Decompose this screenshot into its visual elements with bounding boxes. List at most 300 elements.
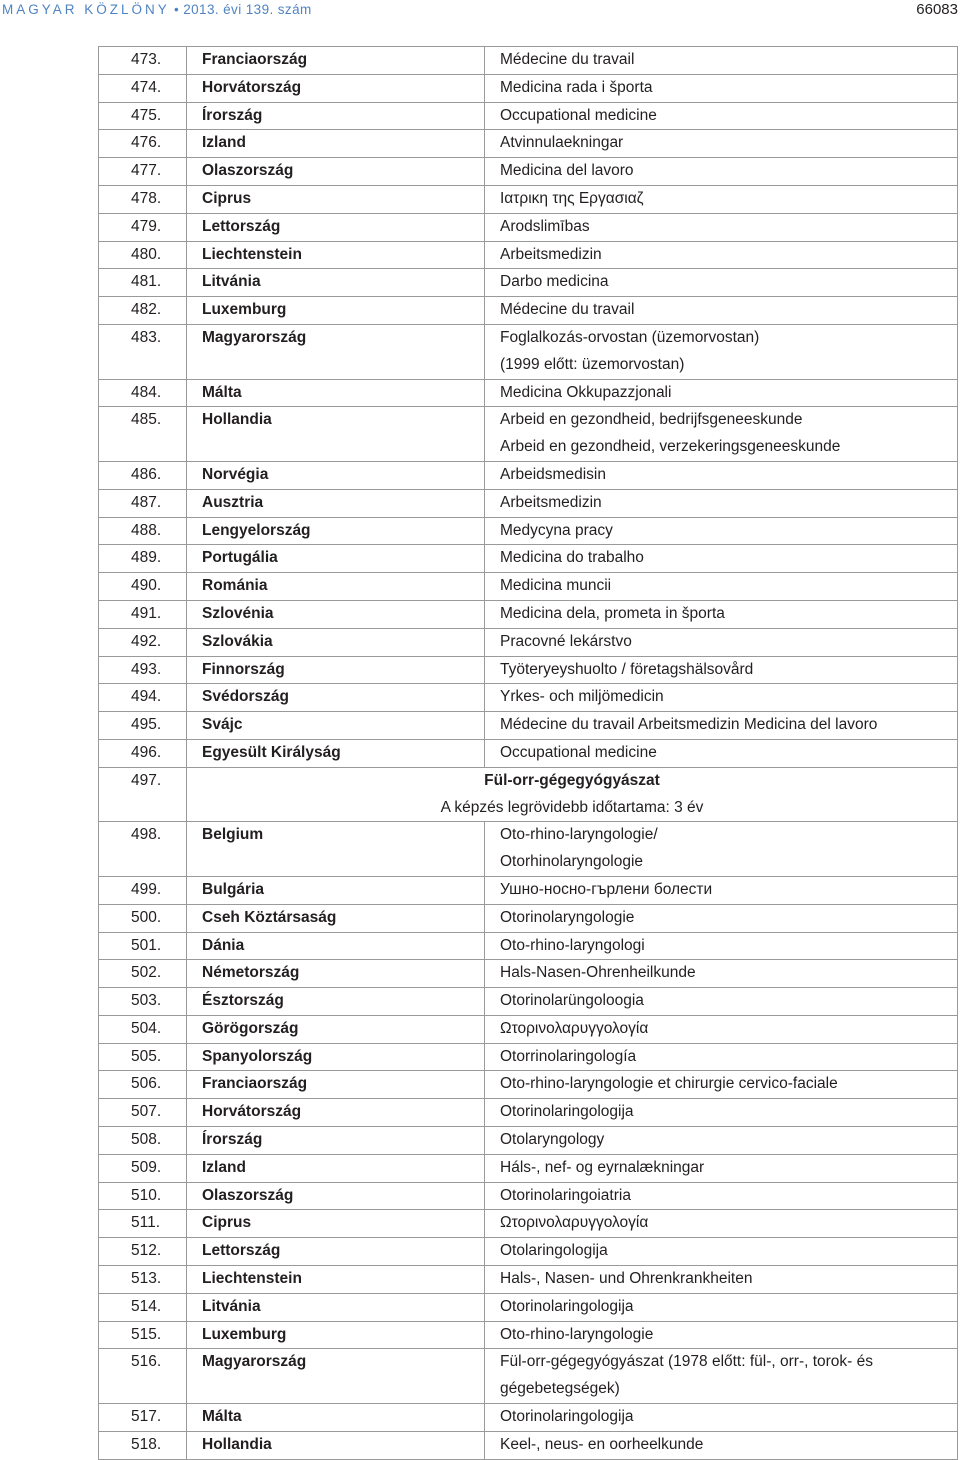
row-number: [99, 130, 187, 158]
row-number: [99, 684, 187, 712]
table-row: [99, 1431, 958, 1459]
row-number: [99, 1266, 187, 1294]
country-name: Cseh Köztársaság: [202, 908, 337, 926]
row-number: [99, 269, 187, 297]
specialty-cell: [485, 489, 958, 517]
table-row: [99, 213, 958, 241]
specialty-line: Oto-rhino-laryngologi: [500, 936, 645, 954]
table-row: [99, 1043, 958, 1071]
specialty-line: Hals-, Nasen- und Ohrenkrankheiten: [500, 1270, 753, 1288]
country-cell: [187, 1127, 485, 1155]
specialty-cell: [485, 1154, 958, 1182]
country-name: Luxemburg: [202, 1325, 287, 1343]
row-number: [99, 158, 187, 186]
specialty-line: Hals-Nasen-Ohrenheilkunde: [500, 964, 696, 982]
specialty-cell: [485, 324, 958, 379]
specialty-cell: [485, 47, 958, 75]
country-name: Luxemburg: [202, 301, 287, 319]
row-number-text: 517.: [131, 1408, 162, 1426]
specialty-line: Medicina rada i športa: [500, 78, 653, 96]
table-row: [99, 739, 958, 767]
section-subtitle: A képzés legrövidebb időtartama: 3 év: [440, 798, 704, 816]
country-name: Málta: [202, 383, 242, 401]
row-number: [99, 656, 187, 684]
specialty-line: Medicina del lavoro: [500, 162, 634, 180]
specialty-line: Arbeid en gezondheid, verzekeringsgeneeskunde: [500, 438, 841, 456]
specialty-cell: [485, 379, 958, 407]
country-cell: [187, 158, 485, 186]
country-cell: [187, 241, 485, 269]
specialty-line: Atvinnulaekningar: [500, 134, 624, 152]
specialty-cell: [485, 297, 958, 325]
country-name: Németország: [202, 964, 300, 982]
specialty-line: Keel-, neus- en oorheelkunde: [500, 1435, 704, 1453]
specialty-cell: [485, 1043, 958, 1071]
country-name: Ciprus: [202, 189, 252, 207]
specialty-line: Oto-rhino-laryngologie: [500, 1325, 654, 1343]
row-number-text: 512.: [131, 1242, 162, 1260]
country-name: Spanyolország: [202, 1047, 313, 1065]
specialty-cell: [485, 1127, 958, 1155]
country-name: Írország: [202, 1131, 263, 1149]
country-name: Málta: [202, 1408, 242, 1426]
country-cell: [187, 47, 485, 75]
row-number: [99, 1071, 187, 1099]
row-number: [99, 324, 187, 379]
row-number-text: 490.: [131, 577, 162, 595]
specialty-cell: [485, 241, 958, 269]
specialty-line: Medicina dela, prometa in športa: [500, 604, 725, 622]
country-name: Szlovákia: [202, 632, 273, 650]
table-row: [99, 573, 958, 601]
row-number: [99, 517, 187, 545]
specialty-line: (1999 előtt: üzemorvostan): [500, 355, 685, 373]
row-number-text: 509.: [131, 1158, 162, 1176]
row-number-text: 500.: [131, 908, 162, 926]
country-name: Lengyelország: [202, 521, 311, 539]
row-number: [99, 628, 187, 656]
country-name: Horvátország: [202, 78, 302, 96]
table-row: [99, 767, 958, 822]
page-number: 66083: [916, 1, 958, 18]
country-cell: [187, 1210, 485, 1238]
country-name: Románia: [202, 577, 268, 595]
specialty-line: Fül-orr-gégegyógyászat (1978 előtt: fül-, orr-, torok- és: [500, 1353, 874, 1371]
specialty-cell: [485, 628, 958, 656]
specialty-cell: [485, 269, 958, 297]
country-name: Liechtenstein: [202, 245, 302, 263]
country-name: Olaszország: [202, 162, 294, 180]
row-number-text: 510.: [131, 1186, 162, 1204]
row-number-text: 492.: [131, 632, 162, 650]
specialty-line: Medycyna pracy: [500, 521, 613, 539]
row-number-text: 515.: [131, 1325, 162, 1343]
country-cell: [187, 517, 485, 545]
country-cell: [187, 130, 485, 158]
row-number: [99, 489, 187, 517]
country-cell: [187, 379, 485, 407]
row-number-text: 485.: [131, 411, 162, 429]
country-cell: [187, 1182, 485, 1210]
row-number: [99, 241, 187, 269]
country-name: Szlovénia: [202, 604, 274, 622]
row-number-text: 493.: [131, 660, 162, 678]
table-row: [99, 158, 958, 186]
country-name: Svédország: [202, 688, 290, 706]
specialty-cell: [485, 656, 958, 684]
specialty-cell: [485, 684, 958, 712]
specialty-cell: [485, 876, 958, 904]
row-number: [99, 379, 187, 407]
table-row: [99, 297, 958, 325]
country-name: Izland: [202, 1158, 246, 1176]
section-heading-cell: [187, 767, 958, 822]
country-name: Liechtenstein: [202, 1270, 302, 1288]
row-number: [99, 1210, 187, 1238]
row-number: [99, 1154, 187, 1182]
specialty-line: Otorinolaringologija: [500, 1297, 634, 1315]
row-number: [99, 47, 187, 75]
table-row: [99, 988, 958, 1016]
specialty-line: Otorinolaringologija: [500, 1408, 634, 1426]
row-number-text: 476.: [131, 134, 162, 152]
table-row: [99, 1127, 958, 1155]
table-row: [99, 324, 958, 379]
specialty-line: Arbeid en gezondheid, bedrijfsgeneeskunde: [500, 411, 803, 429]
table-row: [99, 1349, 958, 1404]
row-number-text: 495.: [131, 716, 162, 734]
country-cell: [187, 461, 485, 489]
specialty-line: Darbo medicina: [500, 273, 609, 291]
table-row: [99, 628, 958, 656]
table-row: [99, 904, 958, 932]
row-number: [99, 876, 187, 904]
country-name: Belgium: [202, 826, 264, 844]
specialty-cell: [485, 1293, 958, 1321]
row-number-text: 497.: [131, 771, 162, 789]
table-row: [99, 932, 958, 960]
specialty-cell: [485, 822, 958, 877]
country-cell: [187, 1043, 485, 1071]
row-number-text: 498.: [131, 826, 162, 844]
specialty-line: Medicina Okkupazzjonali: [500, 383, 672, 401]
specialty-line: Oto-rhino-laryngologie et chirurgie cervico-faciale: [500, 1075, 838, 1093]
country-cell: [187, 600, 485, 628]
table-row: [99, 1238, 958, 1266]
country-cell: [187, 1099, 485, 1127]
country-name: Portugália: [202, 549, 278, 567]
country-name: Görögország: [202, 1019, 299, 1037]
row-number: [99, 1043, 187, 1071]
row-number-text: 507.: [131, 1103, 162, 1121]
specialty-cell: [485, 185, 958, 213]
country-name: Franciaország: [202, 1075, 308, 1093]
country-name: Írország: [202, 106, 263, 124]
country-cell: [187, 628, 485, 656]
row-number-text: 474.: [131, 78, 162, 96]
country-cell: [187, 1349, 485, 1404]
country-cell: [187, 1321, 485, 1349]
row-number-text: 482.: [131, 301, 162, 319]
row-number-text: 514.: [131, 1297, 162, 1315]
country-name: Hollandia: [202, 1435, 272, 1453]
table-row: [99, 1321, 958, 1349]
table-row: [99, 822, 958, 877]
issue-info: 2013. évi 139. szám: [183, 2, 312, 17]
table-row: [99, 600, 958, 628]
specialty-cell: [485, 1015, 958, 1043]
country-name: Izland: [202, 134, 246, 152]
specialty-cell: [485, 932, 958, 960]
table-row: [99, 407, 958, 462]
row-number: [99, 739, 187, 767]
specialty-cell: [485, 1431, 958, 1459]
row-number-text: 483.: [131, 328, 162, 346]
row-number-text: 477.: [131, 162, 162, 180]
country-name: Litvánia: [202, 1297, 261, 1315]
country-name: Észtország: [202, 992, 284, 1010]
table-row: [99, 241, 958, 269]
country-cell: [187, 1015, 485, 1043]
row-number-text: 478.: [131, 189, 162, 207]
row-number-text: 502.: [131, 964, 162, 982]
specialty-line: Arodslimības: [500, 217, 590, 235]
specialty-cell: [485, 600, 958, 628]
specialty-line: Otorinolarüngoloogia: [500, 992, 644, 1010]
specialty-line: Ιατρικη της Εργασιαζ: [500, 189, 644, 207]
row-number: [99, 1293, 187, 1321]
table-row: [99, 684, 958, 712]
country-name: Norvégia: [202, 465, 269, 483]
country-name: Lettország: [202, 1242, 281, 1260]
row-number: [99, 1404, 187, 1432]
row-number-text: 499.: [131, 880, 162, 898]
country-cell: [187, 988, 485, 1016]
table-row: [99, 1154, 958, 1182]
country-cell: [187, 269, 485, 297]
row-number: [99, 822, 187, 877]
specialty-line: gégebetegségek): [500, 1380, 620, 1398]
specialty-line: Otorhinolaryngologie: [500, 853, 644, 871]
specialty-cell: [485, 1182, 958, 1210]
row-number-text: 488.: [131, 521, 162, 539]
row-number-text: 481.: [131, 273, 162, 291]
table-row: [99, 102, 958, 130]
country-cell: [187, 1154, 485, 1182]
country-cell: [187, 185, 485, 213]
table-row: [99, 74, 958, 102]
row-number: [99, 545, 187, 573]
specialty-cell: [485, 960, 958, 988]
country-cell: [187, 489, 485, 517]
country-name: Magyarország: [202, 328, 307, 346]
specialty-cell: [485, 1238, 958, 1266]
specialty-line: Ωτορινολαρυγγολογία: [500, 1019, 649, 1037]
country-cell: [187, 545, 485, 573]
country-cell: [187, 297, 485, 325]
row-number-text: 494.: [131, 688, 162, 706]
country-name: Franciaország: [202, 51, 308, 68]
row-number: [99, 1182, 187, 1210]
country-name: Ausztria: [202, 493, 264, 511]
row-number: [99, 712, 187, 740]
country-cell: [187, 573, 485, 601]
specialty-cell: [485, 74, 958, 102]
specialty-cell: [485, 130, 958, 158]
row-number-text: 491.: [131, 604, 162, 622]
specialty-cell: [485, 102, 958, 130]
row-number-text: 518.: [131, 1435, 162, 1453]
country-cell: [187, 712, 485, 740]
header-bullet: •: [173, 2, 184, 17]
country-cell: [187, 960, 485, 988]
specialty-line: Ωτορινολαρυγγολογία: [500, 1214, 649, 1232]
specialty-line: Médecine du travail: [500, 51, 635, 68]
row-number: [99, 1349, 187, 1404]
country-cell: [187, 822, 485, 877]
specialty-cell: [485, 461, 958, 489]
row-number: [99, 1099, 187, 1127]
country-name: Egyesült Királyság: [202, 743, 341, 761]
table-row: [99, 960, 958, 988]
specialty-line: Otorinolaringologija: [500, 1103, 634, 1121]
specialty-line: Foglalkozás-orvostan (üzemorvostan): [500, 328, 760, 346]
country-cell: [187, 876, 485, 904]
specialty-cell: [485, 407, 958, 462]
row-number: [99, 960, 187, 988]
row-number-text: 496.: [131, 743, 162, 761]
table-row: [99, 1071, 958, 1099]
country-cell: [187, 904, 485, 932]
row-number-text: 480.: [131, 245, 162, 263]
specialty-cell: [485, 1099, 958, 1127]
country-cell: [187, 1071, 485, 1099]
table-row: [99, 1293, 958, 1321]
country-name: Svájc: [202, 716, 243, 734]
specialty-cell: [485, 988, 958, 1016]
row-number-text: 516.: [131, 1353, 162, 1371]
table-row: [99, 1404, 958, 1432]
row-number-text: 473.: [131, 51, 162, 68]
country-cell: [187, 102, 485, 130]
specialty-line: Arbeitsmedizin: [500, 493, 602, 511]
specialty-cell: [485, 1349, 958, 1404]
table-row: [99, 130, 958, 158]
row-number-text: 506.: [131, 1075, 162, 1093]
country-name: Magyarország: [202, 1353, 307, 1371]
row-number-text: 489.: [131, 549, 162, 567]
row-number: [99, 932, 187, 960]
table-row: [99, 185, 958, 213]
row-number: [99, 988, 187, 1016]
specialty-line: Médecine du travail Arbeitsmedizin Medicina del lavoro: [500, 716, 878, 734]
country-name: Litvánia: [202, 273, 261, 291]
row-number: [99, 74, 187, 102]
specialty-line: Otorinolaringoiatria: [500, 1186, 631, 1204]
country-cell: [187, 684, 485, 712]
specialty-cell: [485, 1071, 958, 1099]
specialty-line: Occupational medicine: [500, 743, 657, 761]
specialty-line: Médecine du travail: [500, 301, 635, 319]
specialty-line: Oto-rhino-laryngologie/: [500, 826, 658, 844]
table-row: [99, 1015, 958, 1043]
row-number-text: 505.: [131, 1047, 162, 1065]
country-name: Finnország: [202, 660, 285, 678]
table-row: [99, 489, 958, 517]
specialty-cell: [485, 904, 958, 932]
table-row: [99, 545, 958, 573]
row-number: [99, 1321, 187, 1349]
specialty-cell: [485, 739, 958, 767]
row-number: [99, 297, 187, 325]
country-name: Hollandia: [202, 411, 272, 429]
table-row: [99, 876, 958, 904]
specialty-line: Arbeidsmedisin: [500, 465, 606, 483]
table-row: [99, 1210, 958, 1238]
row-number-text: 504.: [131, 1019, 162, 1037]
row-number: [99, 573, 187, 601]
row-number: [99, 600, 187, 628]
specialty-cell: [485, 712, 958, 740]
specialty-line: Medicina do trabalho: [500, 549, 644, 567]
specialty-line: Arbeitsmedizin: [500, 245, 602, 263]
row-number: [99, 1238, 187, 1266]
row-number: [99, 185, 187, 213]
specialty-cell: [485, 1321, 958, 1349]
specialty-line: Pracovné lekárstvo: [500, 632, 632, 650]
country-name: Lettország: [202, 217, 281, 235]
row-number-text: 486.: [131, 465, 162, 483]
country-cell: [187, 656, 485, 684]
row-number-text: 508.: [131, 1131, 162, 1149]
specialty-cell: [485, 1266, 958, 1294]
journal-header: [2, 2, 312, 17]
specialty-line: Medicina muncii: [500, 577, 612, 595]
specialty-cell: [485, 545, 958, 573]
country-cell: [187, 407, 485, 462]
specialty-line: Ушно-носно-гърлени болести: [500, 880, 713, 898]
journal-title: MAGYAR KÖZLÖNY: [2, 2, 170, 17]
table-row: [99, 656, 958, 684]
table-row: [99, 461, 958, 489]
country-cell: [187, 739, 485, 767]
specialty-cell: [485, 517, 958, 545]
specialty-line: Otorrinolaringología: [500, 1047, 637, 1065]
specialty-line: Háls-, nef- og eyrnalækningar: [500, 1158, 705, 1176]
table-row: [99, 1182, 958, 1210]
country-cell: [187, 1238, 485, 1266]
row-number: [99, 1127, 187, 1155]
section-title: Fül-orr-gégegyógyászat: [484, 771, 660, 789]
row-number-text: 479.: [131, 217, 162, 235]
table-row: [99, 1099, 958, 1127]
table-row: [99, 269, 958, 297]
country-name: Horvátország: [202, 1103, 302, 1121]
country-cell: [187, 1293, 485, 1321]
specialty-line: Työteryeyshuolto / företagshälsovård: [500, 660, 754, 678]
country-cell: [187, 1266, 485, 1294]
table-row: [99, 712, 958, 740]
table-row: [99, 1266, 958, 1294]
table-row: [99, 47, 958, 75]
country-cell: [187, 74, 485, 102]
country-cell: [187, 932, 485, 960]
row-number-text: 484.: [131, 383, 162, 401]
page-header: [0, 0, 960, 24]
country-cell: [187, 1431, 485, 1459]
country-name: Olaszország: [202, 1186, 294, 1204]
specialty-cell: [485, 1404, 958, 1432]
